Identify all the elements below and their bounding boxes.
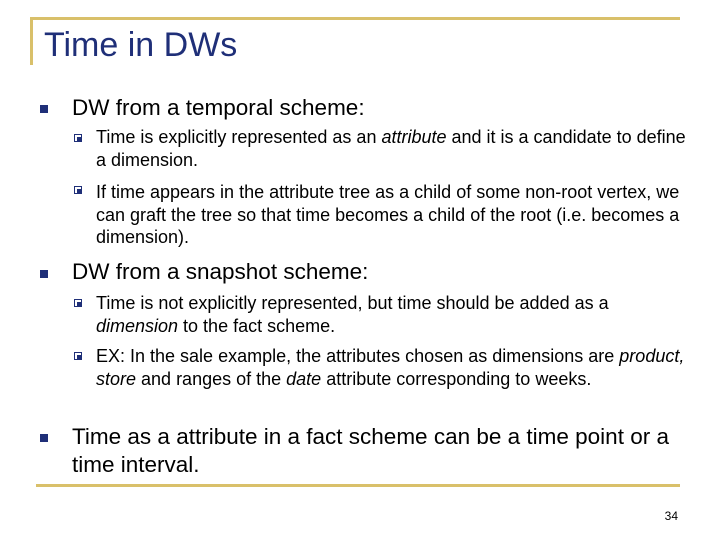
bullet-2-sub-2: EX: In the sale example, the attributes chosen as dimensions are product, store and ranges of the date attribute corresponding to weeks. bbox=[96, 346, 685, 389]
page-number: 34 bbox=[664, 509, 678, 523]
checkbox-bullet-icon bbox=[74, 186, 82, 194]
bullet-1-sub-2: If time appears in the attribute tree as a child of some non-root vertex, we can graft the tree so that time becomes a child of the root (i.e. becomes a dimension). bbox=[96, 182, 680, 247]
slide-title: Time in DWs bbox=[44, 26, 238, 64]
bullet-2-text: DW from a snapshot scheme: bbox=[72, 259, 369, 284]
bullet-3-text: Time as a attribute in a fact scheme can be a time point or a time interval. bbox=[72, 424, 669, 477]
bullet-1-text: DW from a temporal scheme: bbox=[72, 95, 365, 120]
bullet-2-sub-1: Time is not explicitly represented, but time should be added as a dimension to the fact scheme. bbox=[96, 293, 609, 336]
square-bullet-icon bbox=[40, 105, 48, 113]
bullet-1-sub-1: Time is explicitly represented as an attribute and it is a candidate to define a dimension. bbox=[96, 127, 686, 170]
checkbox-bullet-icon bbox=[74, 352, 82, 360]
checkbox-bullet-icon bbox=[74, 134, 82, 142]
square-bullet-icon bbox=[40, 270, 48, 278]
square-bullet-icon bbox=[40, 434, 48, 442]
checkbox-bullet-icon bbox=[74, 299, 82, 307]
title-top-rule bbox=[30, 17, 680, 20]
title-left-rule bbox=[30, 17, 33, 65]
footer-rule bbox=[36, 484, 680, 487]
